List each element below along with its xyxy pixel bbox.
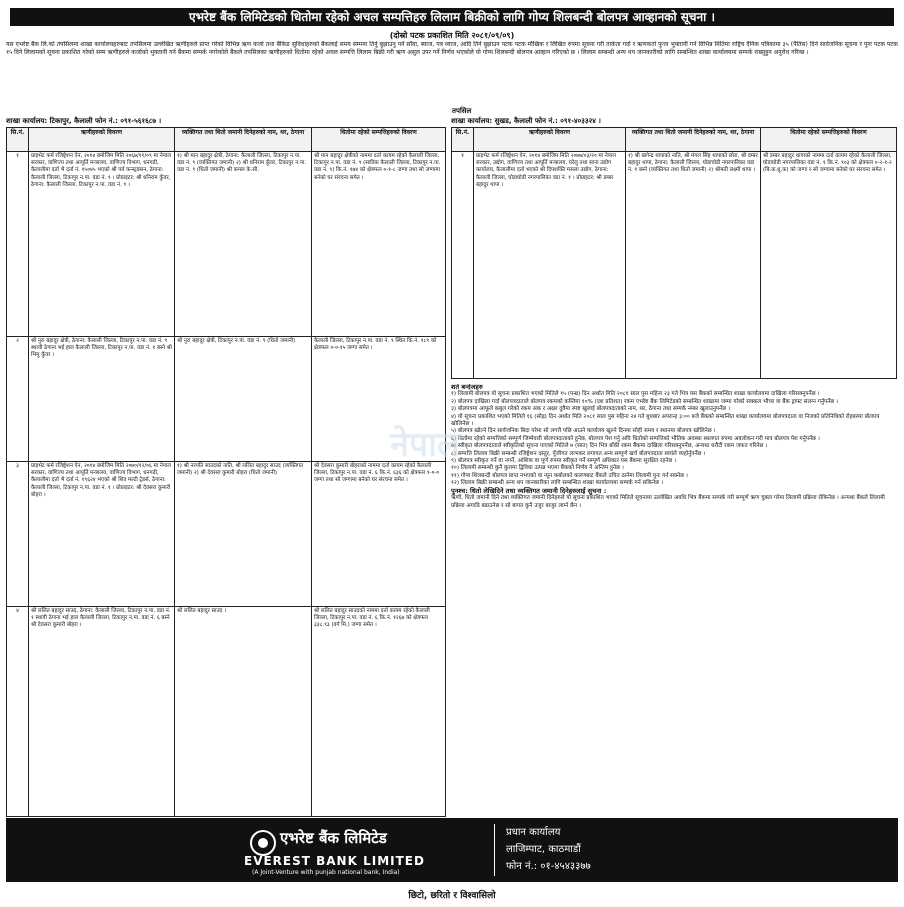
bank-logo-icon: [250, 830, 276, 856]
watermark: नेपाल: [389, 425, 461, 465]
notice-intro: यस एभरेष्ट बैंक लि.को तपसिलमा शाखा कार्यालयहरुबाट तपसिलमा उल्लेखित ऋणीहरुले प्राप्त गरेको विभिन्न ऋण कर्जा तथा बैंकिङ सुविधाहरुको बैंकलाई समय सम्ममा तिर्नु बुझाउनु पर्ने साँवा, ब्याज, पत्र व्याज, आदि तिर्न बुझाउन पटक पटक मौखिक र लिखित रुपमा सूचना गरी ताकेता गर्दा र ऋणकर्ता फुत्ता भुक्तानी गर्न विभिन्न मितिमा राष्ट्रिय दैनिक पत्रिकामा ३५ (पैतिस) दिने सार्वजनिक सूचना र पुनः पटक पटक १५ दिने लिलामको सूचना प्रकाशित गरेको सम्म ऋणीहरुले कर्जाको भुक्तानी गर्न बैंकमा सम्पर्क नगरेकोले बैंकले तपसिलका ऋणीहरुको धितोमा रहेको अचल सम्पत्ति लिलाम बिक्री गरी ऋण असुल उपर गर्ने निर्णय भएकोले यो गोप्य शिलबन्दी बोलपत्र आव्हान गरिएको छ । लिलाम सम्बन्धी अन्य थप जानकारीको लागि सम्बन्धित शाखा कार्यालयमा सम्पर्क राख्नुहुन अनुरोध गरिन्छ ।: [6, 41, 898, 56]
table-row: [7, 462, 446, 607]
header-property: धितोमा रहेको सम्पत्तिहरुको विवरण: [312, 128, 446, 152]
table-row: [7, 152, 446, 337]
term-item: ४) यो सूचना प्रकाशित भएको मितिले १६ (सोह्र) दिन अर्थात मिति २०८१ साल पुस महिना २४ गते बुधबार अपरान्ह ३:०० बजे बैंकको सम्बन्धित शाखा कार्यालयमा बोलपत्रदाता वा निजको प्रतिनिधिको रोहबरमा बोलपत्र खोलिनेछ ।: [451, 413, 880, 428]
notice-heading: पुनश्च: धितो लेखिदिने तथा व्यक्तिगत जमानी दिनेहरुलाई सुचना :: [451, 486, 607, 495]
term-item: ७) स्वीकृत बोलपत्रदाताले स्वीकृतिको सूचना पाएको मितिले ७ (सात) दिन भित्र बाँकी रकम बैंकमा दाखिला गरिसक्नुपर्नेछ, अन्यथा धरौटी रकम जफत गरिनेछ ।: [451, 443, 768, 450]
row-property: कैलाली जिल्ला, टिकापुर न.पा. वडा नं. ९ स्थित कि.नं. १८९ को क्षेत्रफल ०-०-१५ जग्गा समेत ।: [312, 337, 446, 462]
row-sn: २: [7, 337, 29, 462]
row-guarantor: १) श्री खगेन्द्र थापाको नाति, श्री मंगल सिंह थापाको छोरा, श्री डम्बर बहादुर थापा, ठेगाना: कैलाली जिल्ला, घोडाघोडी नगरपालिका वडा नं. १ बस्ने (व्यक्तिगत तथा धितो जमानी) २) श्रीमती लक्ष्मी थापा ।: [626, 152, 761, 379]
row-guarantor: १) श्री मान बहादुर क्षेत्री, ठेगाना: कैलाली जिल्ला, टिकापुर न.पा. वडा नं. ९ (व्यक्तिगत जमानी) २) श्री धनिराम कुँवर, टिकापुर न.पा. वडा नं. ९ (धितो जमानी) श्री कमल के.सी.: [175, 152, 312, 337]
footer-divider: [494, 824, 495, 876]
term-item: ६) धितोमा रहेको सम्पत्तिको सम्पूर्ण जिम्मेवारी बोलपत्रदाताको हुनेछ, बोलपत्र पेश गर्नु अघि धितोको सम्पत्तिको भौतिक अवस्था स्थलगत रुपमा अवलोकन गरी मात्र बोलपत्र पेश गर्नुपर्नेछ ।: [451, 435, 820, 442]
notice-text: ऋणी, धितो जमानी दिने तथा व्यक्तिगत जमानी दिनेहरुले यो सूचना प्रकाशित भएको मितिले सूचनामा उल्लेखित अवधि भित्र बैंकमा सम्पर्क गरी सम्पूर्ण ऋण चुक्ता गरेमा लिलामी प्रक्रिया रोकिनेछ । अन्यथा बैंकले लिलामी प्रक्रिया अगाडि बढाउनेछ र सो बापत कुनै उजुर बाजुर लाग्ने छैन ।: [451, 495, 885, 509]
bank-logo: [236, 826, 476, 876]
table-row: [452, 152, 897, 379]
term-item: ५) बोलपत्र खोल्ने दिन सार्वजनिक बिदा परेमा सो लगत्तै पछि आउने कार्यालय खुल्ने दिनमा सोही समय र स्थानमा बोलपत्र खोलिनेछ ।: [451, 428, 716, 435]
term-item: १) लिलामी बोलपत्र यो सूचना प्रकाशित भएको मितिले १५ (पन्ध्र) दिन अर्थात मिति २०८१ साल पुस महिना २३ गते भित्र यस बैंकको सम्बन्धित शाखा कार्यालयमा दाखिला गरिसक्नुपर्नेछ ।: [451, 391, 820, 398]
term-item: १०) लिलामी सम्बन्धी कुनै कुरामा द्विविधा उत्पन्न भएमा बैंकको निर्णय नै अन्तिम हुनेछ ।: [451, 465, 624, 472]
footer-banner: [6, 818, 898, 882]
row-property: श्री डम्बर बहादुर थापाको नाममा दर्ता कायम रहेको कैलाली जिल्ला, घोडाघोडी नगरपालिका वडा नं. १ कि.नं. ९०३ को क्षेत्रफल ०-२-१-२ (बि.क.धु.क) को जग्गा र सो जग्गामा बनेको घर संरचना समेत ।: [761, 152, 897, 379]
tapasil-label: तपसिल: [452, 107, 472, 115]
term-item: १२) लिलाम बिक्री सम्बन्धी अन्य थप जानकारीका लागि सम्बन्धित शाखा कार्यालयमा सम्पर्क गर्न सकिनेछ ।: [451, 480, 663, 487]
publication-date: (दोस्रो पटक प्रकाशित मिति २०८१/०९/०९): [389, 31, 515, 40]
left-branch-table: [6, 127, 446, 817]
term-item: ९) बोलपत्र स्वीकृत गर्ने वा नगर्ने, आंशिक वा पूर्ण रुपमा स्वीकृत गर्ने सम्पूर्ण अधिकार यस बैंकमा सुरक्षित रहनेछ ।: [451, 458, 677, 465]
table-row: [7, 607, 446, 817]
terms-section: [451, 384, 896, 814]
row-sn: १: [452, 152, 474, 379]
row-borrower: प्राइभेट फर्म रजिष्ट्रेशन ऐन, २०१४ बमोजिम मिति २०६७/११/०९ मा नेपाल सरकार, वाणिज्य तथा आपूर्ति मन्त्रालय, वाणिज्य विभाग, धनगढी, कैलालीमा दर्ता भै दर्ता नं. १५०४५ भएको श्री पर्व कन्स्ट्रक्सन, ठेगाना: कैलाली जिल्ला, टिकापुर न.पा. वडा नं. ९ । प्रोप्राइटर: श्री धनिराम कुँवर, ठेगाना: कैलाली जिल्ला, टिकापुर न.पा. वडा नं. ९ ।: [29, 152, 175, 337]
table-row: [7, 337, 446, 462]
bank-name-nepali: एभरेष्ट बैंक लिमिटेड: [280, 829, 387, 847]
header-borrower: ऋणीहरुको विवरण: [474, 128, 626, 152]
header-guarantor: व्यक्तिगत तथा धितो जमानी दिनेहरुको नाम, थर, ठेगाना: [175, 128, 312, 152]
bank-name-english: EVEREST BANK LIMITED: [244, 854, 425, 868]
row-borrower: श्री नुरा बहादुर क्षेत्री, ठेगाना: कैलाली जिल्ला, टिकापुर न.पा. वडा नं. ९ स्थायी ठेगाना भई हाल कैलाली जिल्ला, टिकापुर न.पा. वडा नं. १ बस्ने श्री भिमु कुँवर ।: [29, 337, 175, 462]
header-borrower: ऋणीहरुको विवरण: [29, 128, 175, 152]
head-office-label: प्रधान कार्यालय: [506, 827, 561, 838]
row-sn: ३: [7, 462, 29, 607]
term-item: २) बोलपत्र दाखिला गर्दा बोलपत्रदाताले बोलपत्र रकमको कम्तिमा १०% (दश प्रतिशत) रकम एभरेष्ट बैंक लिमिटेडको सम्बन्धित शाखामा जम्मा गरेको सक्कल भौचर वा बैंक ड्राफ्ट संलग्न गर्नुपर्नेछ ।: [451, 398, 839, 405]
term-item: ३) बोलपत्रमा आफूले कबुल गरेको रकम अंक र अक्षर दुवैमा स्पष्ट खुलाई बोलपत्रदाताको नाम, थर, ठेगाना तथा सम्पर्क नम्बर खुलाउनुपर्नेछ ।: [451, 406, 731, 413]
row-sn: ४: [7, 607, 29, 817]
right-branch-label: शाखा कार्यालय: सुखड, कैलाली फोन नं.: ०९१-४०३३२४ ।: [451, 117, 601, 125]
right-branch-table: [451, 127, 897, 379]
row-property: श्री ललित बहादुर साउदको नाममा दर्ता कायम रहेको कैलाली जिल्ला, टिकापुर न.पा. वडा नं. ६ कि.नं. १२६७ को क्षेत्रफल ३३८.९३ (वर्ग मि.) जग्गा समेत ।: [312, 607, 446, 817]
term-item: ११) गोप्य शिलबन्दी बोलपत्र प्राप्त नभएको वा न्यून कबोलको कारणबाट बैंकले उचित ठानेमा लिलामी पुनः गर्न सक्नेछ ।: [451, 472, 688, 479]
header-guarantor: व्यक्तिगत तथा धितो जमानी दिनेहरुको नाम, थर, ठेगाना: [626, 128, 761, 152]
row-guarantor: श्री नुरा बहादुर क्षेत्री, टिकापुर न.पा. वडा नं. ९ (धितो जमानी): [175, 337, 312, 462]
row-borrower: प्राइभेट फर्म रजिष्ट्रेशन ऐन, २०१४ बमोजिम मिति २०७७/०३/२० मा नेपाल सरकार, उद्योग, वाणिज्य तथा आपूर्ति मन्त्रालय, घरेलु तथा साना उद्योग कार्यालय, कैलालीमा दर्ता भएको श्री दिपशक्ति मसला उद्योग, ठेगाना: कैलाली जिल्ला, घोडाघोडी नगरपालिका वडा नं. १ । प्रोप्राइटर: श्री डम्बर बहादुर थापा ।: [474, 152, 626, 379]
head-office-phone: फोन नं.: ०१-४५४३३७७: [506, 861, 591, 872]
row-sn: १: [7, 152, 29, 337]
head-office-info: [506, 824, 591, 875]
row-property: श्री मान बहादुर क्षेत्रीको नाममा दर्ता कायम रहेको कैलाली जिल्ला, टिकापुर न.पा. वडा नं. ९ (साविक कैलाली जिल्ला, टिकापुर न.पा. वडा नं. ९) कि.नं. १७४ को क्षेत्रफल ०-१-८ जग्गा तथा सो जग्गामा बनेको घर संरचना समेत ।: [312, 152, 446, 337]
row-property: श्री देवसरा कुमारी बोहराको नाममा दर्ता कायम रहेको कैलाली जिल्ला, टिकापुर न.पा. वडा नं. ६ कि.नं. ६३६ को क्षेत्रफल १-०-० जग्गा तथा सो जग्गामा बनेको घर संरचना समेत ।: [312, 462, 446, 607]
head-office-address: लाजिम्पाट, काठमाडौं: [506, 844, 581, 855]
header-sn: सि.नं.: [7, 128, 29, 152]
term-item: ८) सम्पत्ति लिलाम बिक्री सम्बन्धी रजिष्ट्रेशन दस्तुर, पूँजीगत लाभकर लगायत अन्य सम्पूर्ण खर्च बोलपत्रदाता स्वयंले व्यहोर्नुपर्नेछ ।: [451, 450, 706, 457]
left-branch-label: शाखा कार्यालय: टिकापुर, कैलाली फोन नं.: ०९१-५६१६८७ ।: [6, 117, 162, 125]
header-sn: सि.नं.: [452, 128, 474, 152]
terms-heading: शर्त बन्देजहरु: [451, 384, 483, 391]
row-borrower: प्राइभेट फर्म रजिष्ट्रेशन ऐन, २०१४ बमोजिम मिति २०७०/१२/०६ मा नेपाल सरकार, वाणिज्य तथा आपूर्ति मन्त्रालय, वाणिज्य विभाग, धनगढी, कैलालीमा दर्ता भै दर्ता नं. १९६२४ भएको श्री शिव मल्टी ट्रेडर्स, ठेगाना: कैलाली जिल्ला, टिकापुर न.पा. वडा नं. १ । प्रोप्राइटर: श्री देवसरा कुमारी बोहरा ।: [29, 462, 175, 607]
bank-slogan: छिटो, छरितो र विश्वासिलो: [408, 891, 496, 901]
row-guarantor: श्री ललित बहादुर साउद ।: [175, 607, 312, 817]
joint-venture-note: (A Joint-Venture with punjab national bank, India): [252, 869, 400, 876]
header-property: धितोमा रहेको सम्पत्तिहरुको विवरण: [761, 128, 897, 152]
notice-title: एभरेष्ट बैंक लिमिटेडको धितोमा रहेको अचल सम्पत्तिहरु लिलाम बिक्रीको लागि गोप्य शिलबन्दी बोलपत्र आव्हानको सूचना ।: [10, 8, 894, 26]
row-borrower: श्री ललित बहादुर साउद, ठेगाना: कैलाली जिल्ला, टिकापुर न.पा. वडा नं. १ स्थायी ठेगाना भई हाल कैलाली जिल्ला, टिकापुर न.पा. वडा नं. ६ बस्ने श्री देवसरा कुमारी बोहरा ।: [29, 607, 175, 817]
row-guarantor: १) श्री नरपति साउदको नाति, श्री ललित बहादुर साउद (व्यक्तिगत जमानी) २) श्री देवसरा कुमारी बोहरा (धितो जमानी): [175, 462, 312, 607]
